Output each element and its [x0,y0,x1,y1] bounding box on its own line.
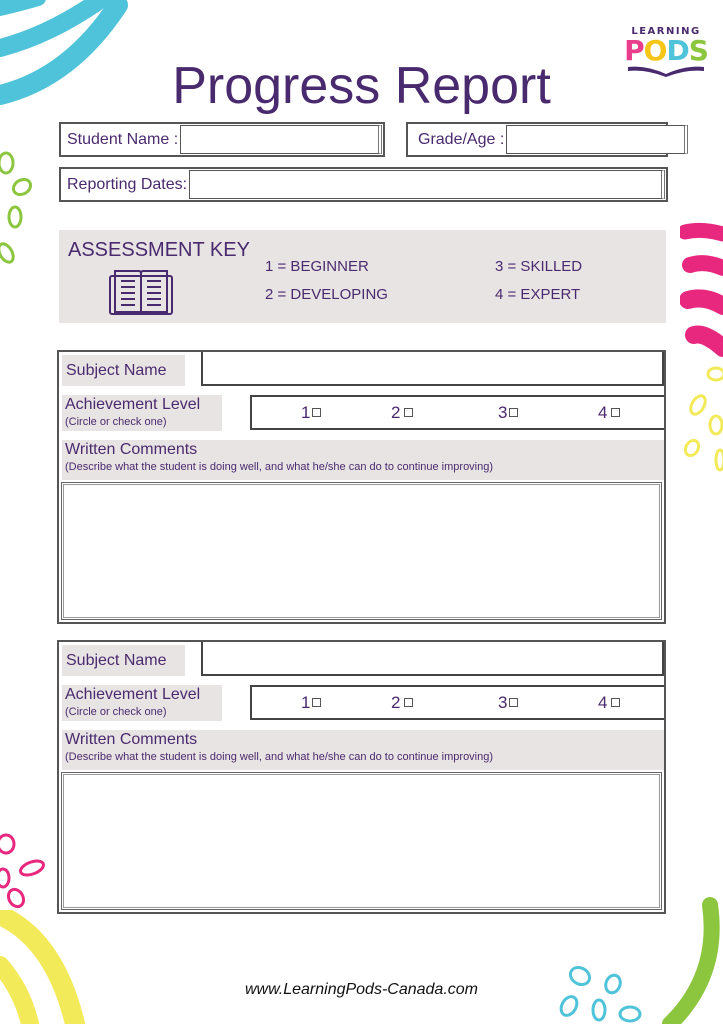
checkbox-icon[interactable] [312,408,321,417]
student-name-field [59,122,385,157]
logo-letter-s: S [688,34,708,67]
level-option-4-label: 4 [598,692,608,712]
logo-letter-d: D [666,34,689,67]
level-option-1[interactable] [301,403,321,423]
reporting-dates-field [59,167,668,202]
logo-text-learning: LEARNING [631,26,701,37]
written-comments-title: Written Comments [65,731,198,748]
subject-name-label: Subject Name [62,645,185,676]
subject-name-label: Subject Name [62,355,185,386]
student-name-label: Student Name : [67,130,179,148]
decoration-pink-petals-bottom-left [0,830,50,910]
checkbox-icon[interactable] [509,408,518,417]
written-comments-hint: (Describe what the student is doing well, and what he/she can do to continue improving) [65,751,494,763]
achievement-level-hint: (Circle or check one) [65,706,167,718]
reporting-dates-input[interactable] [189,170,665,199]
student-name-input[interactable] [180,125,382,154]
checkbox-icon[interactable] [611,408,620,417]
subject-name-input[interactable] [201,642,664,676]
decoration-yellow-petals-right [680,360,723,480]
written-comments-hint: (Describe what the student is doing well, and what he/she can do to continue improving) [65,461,494,473]
achievement-level-title: Achievement Level [65,396,201,413]
achievement-level-hint: (Circle or check one) [65,416,167,428]
checkbox-icon[interactable] [404,408,413,417]
grade-age-label: Grade/Age : [418,130,505,148]
level-option-4-label: 4 [598,402,608,422]
page-title: Progress Report [172,57,551,115]
decoration-yellow-swirls-bottom-left [0,910,90,1024]
written-comments-label [62,440,664,480]
written-comments-label [62,730,664,770]
level-option-3[interactable] [498,693,518,713]
written-comments-textarea[interactable] [61,482,662,620]
logo-letter-o: O [643,34,667,67]
achievement-level-title: Achievement Level [65,686,201,703]
reporting-dates-label: Reporting Dates: [67,175,188,193]
subject-name-input[interactable] [201,352,664,386]
assessment-key-panel [59,230,666,323]
assessment-key-title: ASSESSMENT KEY [68,239,250,261]
written-comments-textarea[interactable] [61,772,662,910]
key-level-3: 3 = SKILLED [495,258,583,275]
achievement-level-label [62,395,222,431]
written-comments-title: Written Comments [65,441,198,458]
key-level-1: 1 = BEGINNER [265,258,369,275]
grade-age-field [406,122,668,157]
checkbox-icon[interactable] [404,698,413,707]
level-option-3-label: 3 [498,692,508,712]
checkbox-icon[interactable] [509,698,518,707]
decoration-green-petals-left [0,145,45,270]
subject-section-1 [57,350,666,624]
key-level-2: 2 = DEVELOPING [265,286,388,303]
subject-section-2 [57,640,666,914]
level-option-1-label: 1 [301,402,311,422]
decoration-green-swirl-bottom-right [650,895,723,1024]
level-option-2[interactable] [391,403,413,423]
checkbox-icon[interactable] [312,698,321,707]
level-option-4[interactable] [598,403,620,423]
level-option-4[interactable] [598,693,620,713]
level-option-2-label: 2 [391,692,401,712]
level-option-2-label: 2 [391,402,401,422]
level-option-1-label: 1 [301,692,311,712]
footer-url: www.LearningPods-Canada.com [244,981,478,998]
logo-letter-p: P [624,34,644,67]
level-option-1[interactable] [301,693,321,713]
grade-age-input[interactable] [506,125,688,154]
open-book-icon [109,268,173,316]
level-option-3[interactable] [498,403,518,423]
key-level-4: 4 = EXPERT [495,286,581,303]
achievement-level-options [250,685,664,720]
achievement-level-label [62,685,222,721]
level-option-2[interactable] [391,693,413,713]
checkbox-icon[interactable] [611,698,620,707]
achievement-level-options [250,395,664,430]
level-option-3-label: 3 [498,402,508,422]
decoration-pink-strokes-right [680,220,723,370]
